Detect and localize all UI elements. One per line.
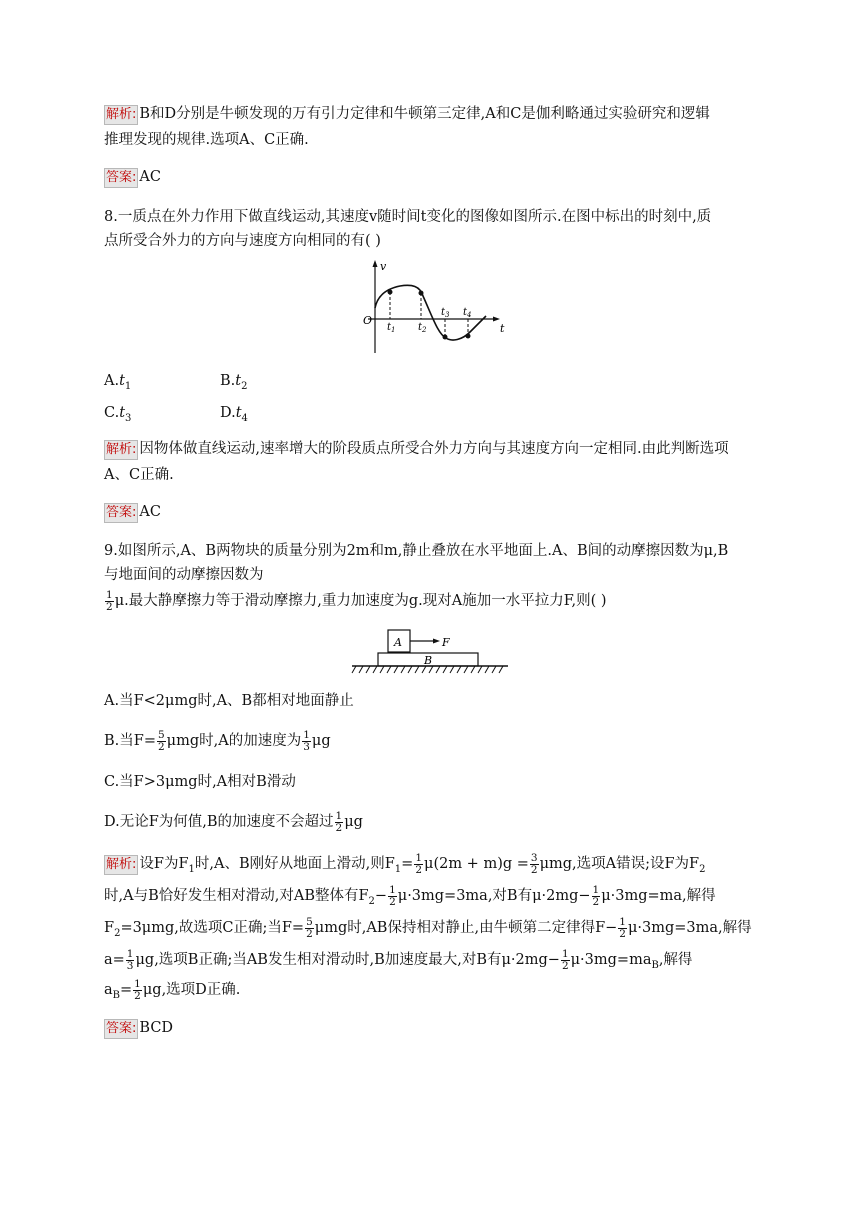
q9-answer: 答案: BCD <box>104 1016 756 1040</box>
q9-analysis-line4: a= $\frac{1}{3}$ μg,选项B正确;当AB发生相对滑动时,B加速度最大,对B有μ·2mg− $\frac{1}{2}$ $\mu\cdot 3mg=ma_B$,解得 <box>104 947 693 972</box>
q9-stem-line2: 与地面间的动摩擦因数为 <box>104 567 264 583</box>
q8-analysis-line1: 解析: 因物体做直线运动,速率增大的阶段质点所受合外力方向与其速度方向一定相同.由此判断选项 <box>104 437 756 461</box>
answer-tag: 答案: <box>104 503 138 523</box>
svg-text:t2: $t_2$ <box>418 322 427 334</box>
q9-option-c: C.当F>3μmg时,A相对B滑动 <box>104 774 296 790</box>
q8-analysis-line2: A、C正确. <box>104 467 174 483</box>
q8-vt-graph <box>360 258 508 358</box>
q8-option-c: $C.t_3$ <box>104 405 132 424</box>
svg-text:B: B <box>424 654 433 667</box>
q8-option-d: $D.t_4$ <box>220 405 248 424</box>
answer-tag: 答案: <box>104 168 138 188</box>
q9-option-a: A.当F<2μmg时,A、B都相对地面静止 <box>104 693 354 709</box>
analysis-tag: 解析: <box>104 440 138 460</box>
svg-text:t3: $t_3$ <box>441 307 450 319</box>
q9-stem-line1: 9.如图所示,A、B两物块的质量分别为2m和m,静止叠放在水平地面上.A、B间的动摩擦因数为μ,B <box>104 543 729 559</box>
q9-analysis-line1: 解析: 设F为$F_1$时,A、B刚好从地面上滑动,则$F_1=$ $\frac{1}{2}$ μ(2m + m)g = $\frac{3}{2}$ μmg,选项A错误;设F为$F_2$ <box>106 851 706 876</box>
q9-stem-line3: $\frac{1}{2}$ μ.最大静摩擦力等于滑动摩擦力,重力加速度为g.现对A施加一水平拉力F,则( ) <box>106 588 607 613</box>
fraction-half: $\frac{1}{2}$ <box>106 588 113 613</box>
q8-option-a: $A.t_1$ <box>104 373 132 392</box>
q7-answer: 答案: AC <box>104 165 756 189</box>
t-axis-label: t <box>500 322 505 335</box>
svg-text:t4: $t_4$ <box>463 307 472 319</box>
analysis-tag: 解析: <box>104 105 138 125</box>
q9-analysis-line2: 时,A与B恰好发生相对滑动,对AB整体有$F_2-$ $\frac{1}{2}$ μ·3mg=3ma,对B有μ·2mg− $\frac{1}{2}$ μ·3mg=ma,解得 <box>104 883 716 908</box>
q9-option-b: B.当F= $\frac{5}{2}$ μmg时,A的加速度为 $\frac{1}{3}$ μg <box>104 728 331 753</box>
q8-answer: 答案: AC <box>104 500 756 524</box>
analysis-tag: 解析: <box>104 855 138 875</box>
v-axis-label: v <box>380 260 387 273</box>
q9-analysis-line3: $F_2=3\mu mg$,故选项C正确;当F= $\frac{5}{2}$ μmg时,AB保持相对静止,由牛顿第二定律得F− $\frac{1}{2}$ μ·3mg=3ma,解得 <box>104 915 752 940</box>
q8-option-b: $B.t_2$ <box>220 373 248 392</box>
origin-label: O <box>363 314 373 327</box>
svg-text:A: A <box>394 636 402 649</box>
q8-stem-line1: 8.一质点在外力作用下做直线运动,其速度v随时间t变化的图像如图所示.在图中标出的时刻中,质 <box>104 209 712 225</box>
svg-text:t1: $t_1$ <box>387 322 396 334</box>
svg-text:F: F <box>442 636 450 649</box>
q9-option-d: D.无论F为何值,B的加速度不会超过 $\frac{1}{2}$ μg <box>104 809 363 834</box>
q8-stem-line2: 点所受合外力的方向与速度方向相同的有( ) <box>104 233 381 249</box>
q7-analysis-line1: 解析: B和D分别是牛顿发现的万有引力定律和牛顿第三定律,A和C是伽利略通过实验研究和逻辑 <box>104 102 756 126</box>
answer-tag: 答案: <box>104 1019 138 1039</box>
q7-analysis-line2: 推理发现的规律.选项A、C正确. <box>104 132 309 148</box>
q9-analysis-line5: $a_B=$ $\frac{1}{2}$ μg,选项D正确. <box>104 977 241 1002</box>
q9-blocks-figure <box>350 628 510 676</box>
